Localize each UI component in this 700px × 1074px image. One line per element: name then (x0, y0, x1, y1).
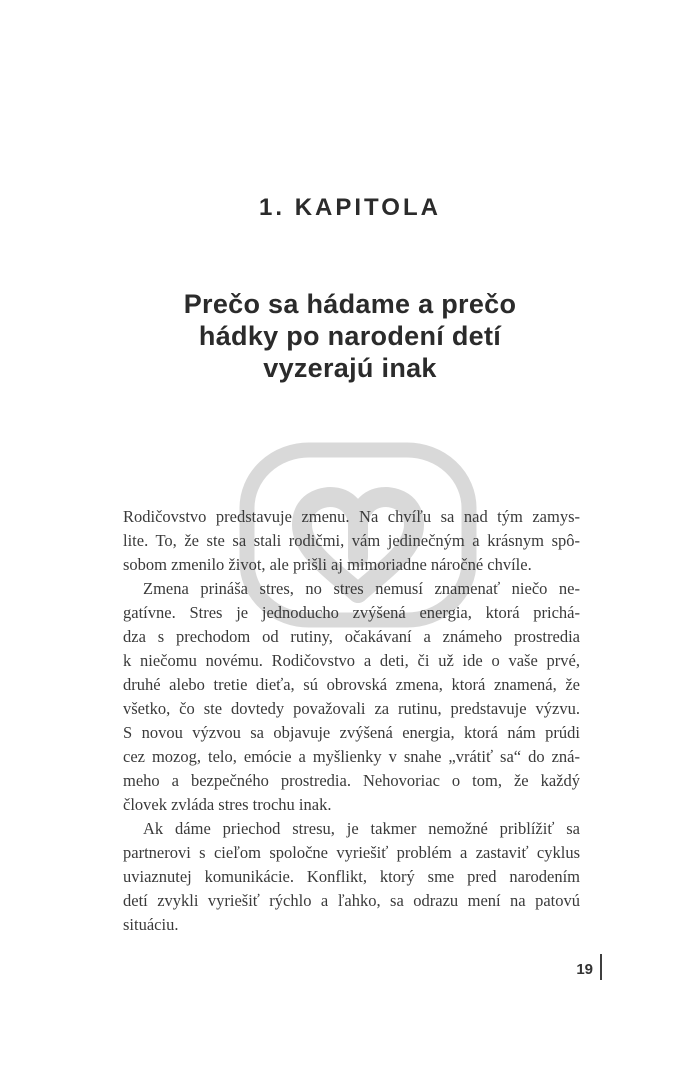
page-number-divider (600, 954, 602, 980)
chapter-heading: 1. KAPITOLA (259, 194, 441, 221)
body-line: všetko, čo ste dovtedy považovali za rutinu, predstavuje výzvu. (123, 699, 580, 718)
body-line: S novou výzvou sa objavuje zvýšená energia, ktorá nám prúdi (123, 723, 580, 742)
page-number: 19 (576, 960, 593, 978)
title-line: vyzerajú inak (263, 353, 437, 383)
title-line: hádky po narodení detí (198, 321, 502, 351)
body-line: dza s prechodom od rutiny, očakávaní a známeho prostredia (123, 627, 580, 646)
body-line: uviaznutej komunikácie. Konflikt, ktorý sme pred narodením (123, 867, 580, 886)
body-line: človek zvláda stres trochu inak. (123, 795, 332, 814)
title-line: Prečo sa hádame a prečo (183, 289, 517, 319)
footer (0, 953, 602, 980)
body-line: druhé alebo tretie dieťa, sú obrovská zmena, ktorá znamená, že (123, 675, 580, 694)
body-line: lite. To, že ste sa stali rodičmi, vám jedinečným a krásnym spô- (123, 531, 580, 550)
body-line: sobom zmenilo život, ale prišli aj mimoriadne náročné chvíle. (123, 555, 532, 574)
body-line: meho a bezpečného prostredia. Nehovoriac o tom, že každý (123, 771, 580, 790)
body-line: gatívne. Stres je jednoducho zvýšená energia, ktorá prichá- (123, 603, 580, 622)
body-line: k niečomu novému. Rodičovstvo a deti, či už ide o vaše prvé, (123, 651, 580, 670)
body-line: cez mozog, telo, emócie a myšlienky v snahe „vrátiť sa“ do zná- (123, 747, 580, 766)
body-line: Ak dáme priechod stresu, je takmer nemožné priblížiť sa (143, 819, 580, 838)
body-line: Zmena prináša stres, no stres nemusí znamenať niečo ne- (143, 579, 580, 598)
body-text (123, 505, 580, 937)
body-line: Rodičovstvo predstavuje zmenu. Na chvíľu sa nad tým zamys- (123, 507, 580, 526)
book-title (0, 288, 700, 384)
body-line: situáciu. (123, 915, 179, 934)
body-line: detí zvykli vyriešiť rýchlo a ľahko, sa odrazu mení na patovú (123, 891, 580, 910)
body-line: partnerovi s cieľom spoločne vyriešiť problém a zastaviť cyklus (123, 843, 580, 862)
